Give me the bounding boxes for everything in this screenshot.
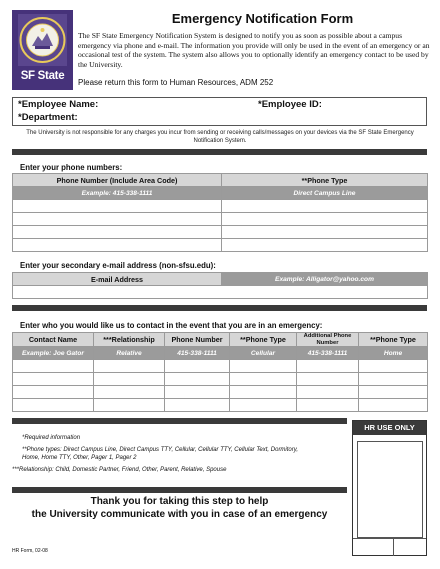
phone-number-input[interactable] [13,239,222,252]
form-footer: HR Form, 02-08 [12,548,48,554]
phone-number-input[interactable] [13,226,222,239]
hr-use-only-box [352,420,427,556]
emergency-contact-table [12,332,428,412]
contact-phone-type-input[interactable] [230,399,297,412]
relationship-input[interactable] [94,386,165,399]
contact-example-name: Example: Joe Gator [13,347,94,360]
section-divider [12,149,427,155]
contact-example-additional-phone: 415-338-1111 [297,347,359,360]
phone-number-input[interactable] [13,200,222,213]
table-row [13,226,428,239]
logo-wordmark: SF State [20,70,65,82]
employee-name-field[interactable]: *Employee Name: [18,99,99,110]
contact-phone-type-header: **Phone Type [230,333,297,347]
section-divider [12,487,347,493]
return-instructions: Please return this form to Human Resources, ADM 252 [78,78,274,87]
additional-phone-input[interactable] [297,360,359,373]
phone-table [12,173,428,252]
form-notes [12,434,347,474]
employee-info-box [12,97,427,126]
phone-type-input[interactable] [222,213,428,226]
additional-phone-type-input[interactable] [359,386,428,399]
phone-type-header: **Phone Type [222,174,428,187]
relationship-input[interactable] [94,373,165,386]
phones-heading: Enter your phone numbers: [20,163,123,172]
table-row [13,200,428,213]
required-note: *Required information [22,435,81,441]
phone-types-note: **Phone types: Direct Campus Line, Direct Campus TTY, Cellular, Cellular TTY, Cellular Text, Dormitory, Home, Home TTY, Other, Pager 1, Pager 2 [22,447,298,461]
thank-you-message: Thank you for taking this step to help the University communicate with you in case of an emergency [31,496,328,520]
contact-example-phone: 415-338-1111 [165,347,230,360]
section-divider [12,305,427,311]
contact-phone-input[interactable] [165,360,230,373]
additional-phone-type-header: **Phone Type [359,333,428,347]
phone-number-example: Example: 415-338-1111 [13,187,222,200]
table-row [13,360,428,373]
contact-example-additional-type: Home [359,347,428,360]
contact-example-phone-type: Cellular [230,347,297,360]
table-row [13,399,428,412]
additional-phone-input[interactable] [297,386,359,399]
contact-name-input[interactable] [13,373,94,386]
table-row [13,386,428,399]
contact-name-input[interactable] [13,360,94,373]
contact-name-input[interactable] [13,399,94,412]
contact-name-header: Contact Name [13,333,94,347]
contact-name-input[interactable] [13,386,94,399]
relationship-input[interactable] [94,399,165,412]
additional-phone-header: Additional Phone Number [297,333,359,347]
email-heading: Enter your secondary e-mail address (non-sfsu.edu): [20,261,216,270]
additional-phone-type-input[interactable] [359,373,428,386]
phone-type-input[interactable] [222,200,428,213]
sf-state-logo [12,10,73,90]
university-seal-icon [18,14,67,66]
relationship-header: ***Relationship [94,333,165,347]
form-title: Emergency Notification Form [171,11,354,26]
phone-type-input[interactable] [222,239,428,252]
hr-bottom-row [353,538,426,556]
employee-id-field[interactable]: *Employee ID: [258,99,322,110]
hr-use-only-label: HR USE ONLY [353,421,426,435]
phone-number-header: Phone Number (Include Area Code) [13,174,222,187]
table-row [13,373,428,386]
phone-type-example: Direct Campus Line [222,187,428,200]
additional-phone-input[interactable] [297,399,359,412]
relationship-note: ***Relationship: Child, Domestic Partner, Friend, Other, Parent, Relative, Spouse [12,467,227,473]
contact-phone-input[interactable] [165,373,230,386]
table-row [13,239,428,252]
table-row [13,213,428,226]
contact-phone-type-input[interactable] [230,360,297,373]
contact-phone-input[interactable] [165,399,230,412]
contact-example-relationship: Relative [94,347,165,360]
additional-phone-type-input[interactable] [359,399,428,412]
section-divider [12,418,347,424]
additional-phone-type-input[interactable] [359,360,428,373]
phone-type-input[interactable] [222,226,428,239]
email-address-input[interactable] [13,286,428,299]
disclaimer-text: The University is not responsible for any charges you incur from sending or receiving calls/messages on your devices via the SF State Emergency Notification System. [26,130,414,144]
phone-number-input[interactable] [13,213,222,226]
contact-phone-input[interactable] [165,386,230,399]
contact-heading: Enter who you would like us to contact in the event that you are in an emergency: [20,321,323,330]
contact-phone-header: Phone Number [165,333,230,347]
email-address-header: E-mail Address [13,273,222,286]
contact-phone-type-input[interactable] [230,373,297,386]
hr-inner-box [357,441,423,538]
intro-paragraph: The SF State Emergency Notification System is designed to notify you as soon as possible about a campus emergency via phone and e-mail. The information you provide will only be used in the event of an emergency or an occasional test of the system. The system also allows you to optionally identify an emergency contact to be used by the University. [78,31,430,69]
additional-phone-input[interactable] [297,373,359,386]
department-field[interactable]: *Department: [18,112,78,123]
contact-phone-type-input[interactable] [230,386,297,399]
email-table [12,272,428,299]
email-example: Example: Alligator@yahoo.com [222,273,428,286]
relationship-input[interactable] [94,360,165,373]
